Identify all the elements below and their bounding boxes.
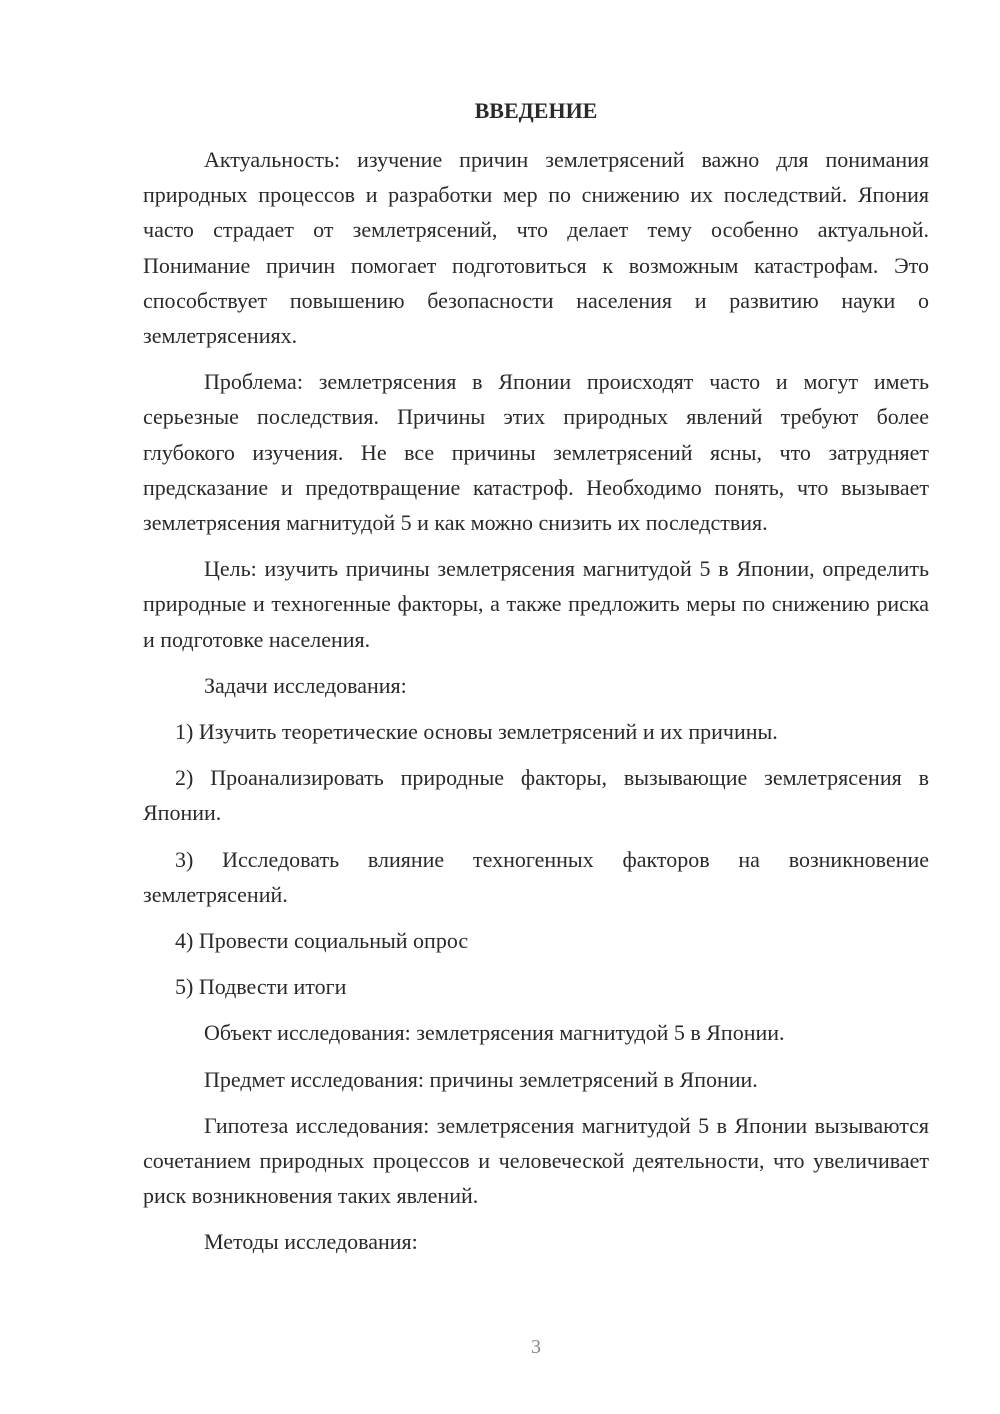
page-title: ВВЕДЕНИЕ <box>474 98 598 123</box>
task-item-4: 4) Провести социальный опрос <box>175 928 469 954</box>
task-item-1: 1) Изучить теоретические основы землетрясений и их причины. <box>175 719 778 745</box>
paragraph-goal: Цель: изучить причины землетрясения магнитудой 5 в Японии, определить природные и техногенные факторы, а также предложить меры по снижению риска и подготовке населения. <box>143 556 929 652</box>
methods-heading: Методы исследования: <box>204 1229 418 1255</box>
paragraph-relevance: Актуальность: изучение причин землетрясений важно для понимания природных процессов и разработки мер по снижению их последствий. Япония часто страдает от землетрясений, что делает тему особенно актуальной. Понимание причин помогает подготовиться к возможным катастрофам. Это способствует повышению безопасности населения и развитию науки о землетрясениях. <box>143 147 929 349</box>
paragraph-hypothesis: Гипотеза исследования: землетрясения магнитудой 5 в Японии вызываются сочетанием природных процессов и человеческой деятельности, что увеличивает риск возникновения таких явлений. <box>143 1112 929 1209</box>
document-body <box>143 142 929 1260</box>
page-number: 3 <box>531 1336 541 1358</box>
task-item-3: 3) Исследовать влияние техногенных факторов на возникновение землетрясений. <box>143 846 929 907</box>
paragraph-problem: Проблема: землетрясения в Японии происходят часто и могут иметь серьезные последствия. Причины этих природных явлений требуют более глубокого изучения. Не все причины землетрясений ясны, что затрудняет предсказание и предотвращение катастроф. Необходимо понять, что вызывает землетрясения магнитудой 5 и как можно снизить их последствия. <box>143 369 929 536</box>
paragraph-object: Объект исследования: землетрясения магнитудой 5 в Японии. <box>204 1020 785 1046</box>
tasks-heading: Задачи исследования: <box>204 672 407 698</box>
paragraph-subject: Предмет исследования: причины землетрясений в Японии. <box>204 1066 758 1092</box>
task-item-2: 2) Проанализировать природные факторы, вызывающие землетрясения в Японии. <box>143 765 929 826</box>
task-item-5: 5) Подвести итоги <box>175 974 347 1000</box>
